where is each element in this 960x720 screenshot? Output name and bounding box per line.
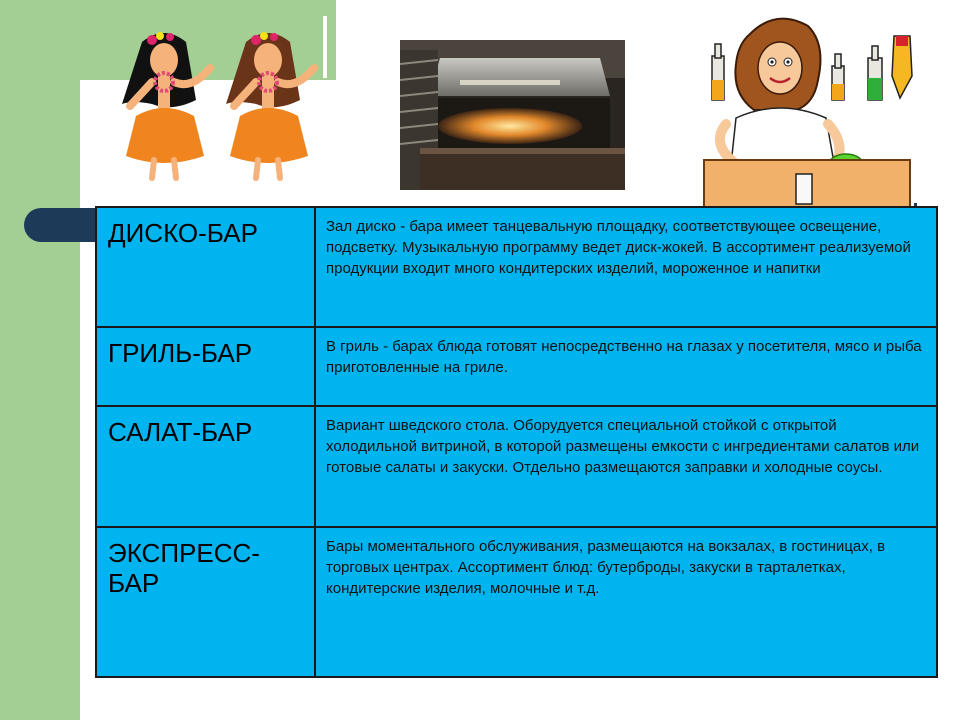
table-row	[96, 327, 937, 406]
row-title: ЭКСПРЕСС- БАР	[108, 538, 260, 599]
dancer-right	[226, 32, 314, 178]
table-cell-description	[315, 207, 937, 327]
row-title: ДИСКО-БАР	[108, 218, 258, 248]
grill-kitchen-photo	[400, 40, 625, 190]
table-cell-name	[96, 327, 315, 406]
table-row	[96, 207, 937, 327]
row-description: Зал диско - бара имеет танцевальную площадку, соответствующее освещение, подсветку. Музыкальную программу ведет диск-жокей. В ассортимент реализуемой продукции входит много кондитерских изделий, мороженное и напитки	[326, 218, 911, 277]
table-cell-name	[96, 406, 315, 528]
dancer-left	[122, 32, 210, 178]
row-title: ГРИЛЬ-БАР	[108, 337, 253, 368]
table-row	[96, 527, 937, 677]
table-cell-name	[96, 207, 315, 327]
bartender-clipart-image	[696, 14, 918, 214]
row-description: В гриль - барах блюда готовят непосредственно на глазах у посетителя, мясо и рыба приготовленные на гриле.	[326, 337, 922, 376]
row-description: Вариант шведского стола. Оборудуется специальной стойкой с открытой холодильной витриной, в которой размещены емкости с ингредиентами салатов или готовые салаты и закуски. Отдельно размещаются заправки и холодные соусы.	[326, 416, 920, 476]
green-side-strip	[0, 0, 80, 720]
table-cell-name	[96, 527, 315, 677]
row-title: САЛАТ-БАР	[108, 416, 253, 447]
row-description: Бары моментального обслуживания, размещаются на вокзалах, в гостиницах, в торговых центрах. Ассортимент блюд: бутерброды, закуски в тарталетках, кондитерские изделия, молочные и т.д.	[326, 538, 886, 598]
table-row	[96, 406, 937, 528]
bar-types-table	[95, 206, 938, 678]
table-cell-description	[315, 406, 937, 528]
table-cell-description	[315, 527, 937, 677]
hula-dancers-image	[112, 20, 324, 184]
table-cell-description	[315, 327, 937, 406]
